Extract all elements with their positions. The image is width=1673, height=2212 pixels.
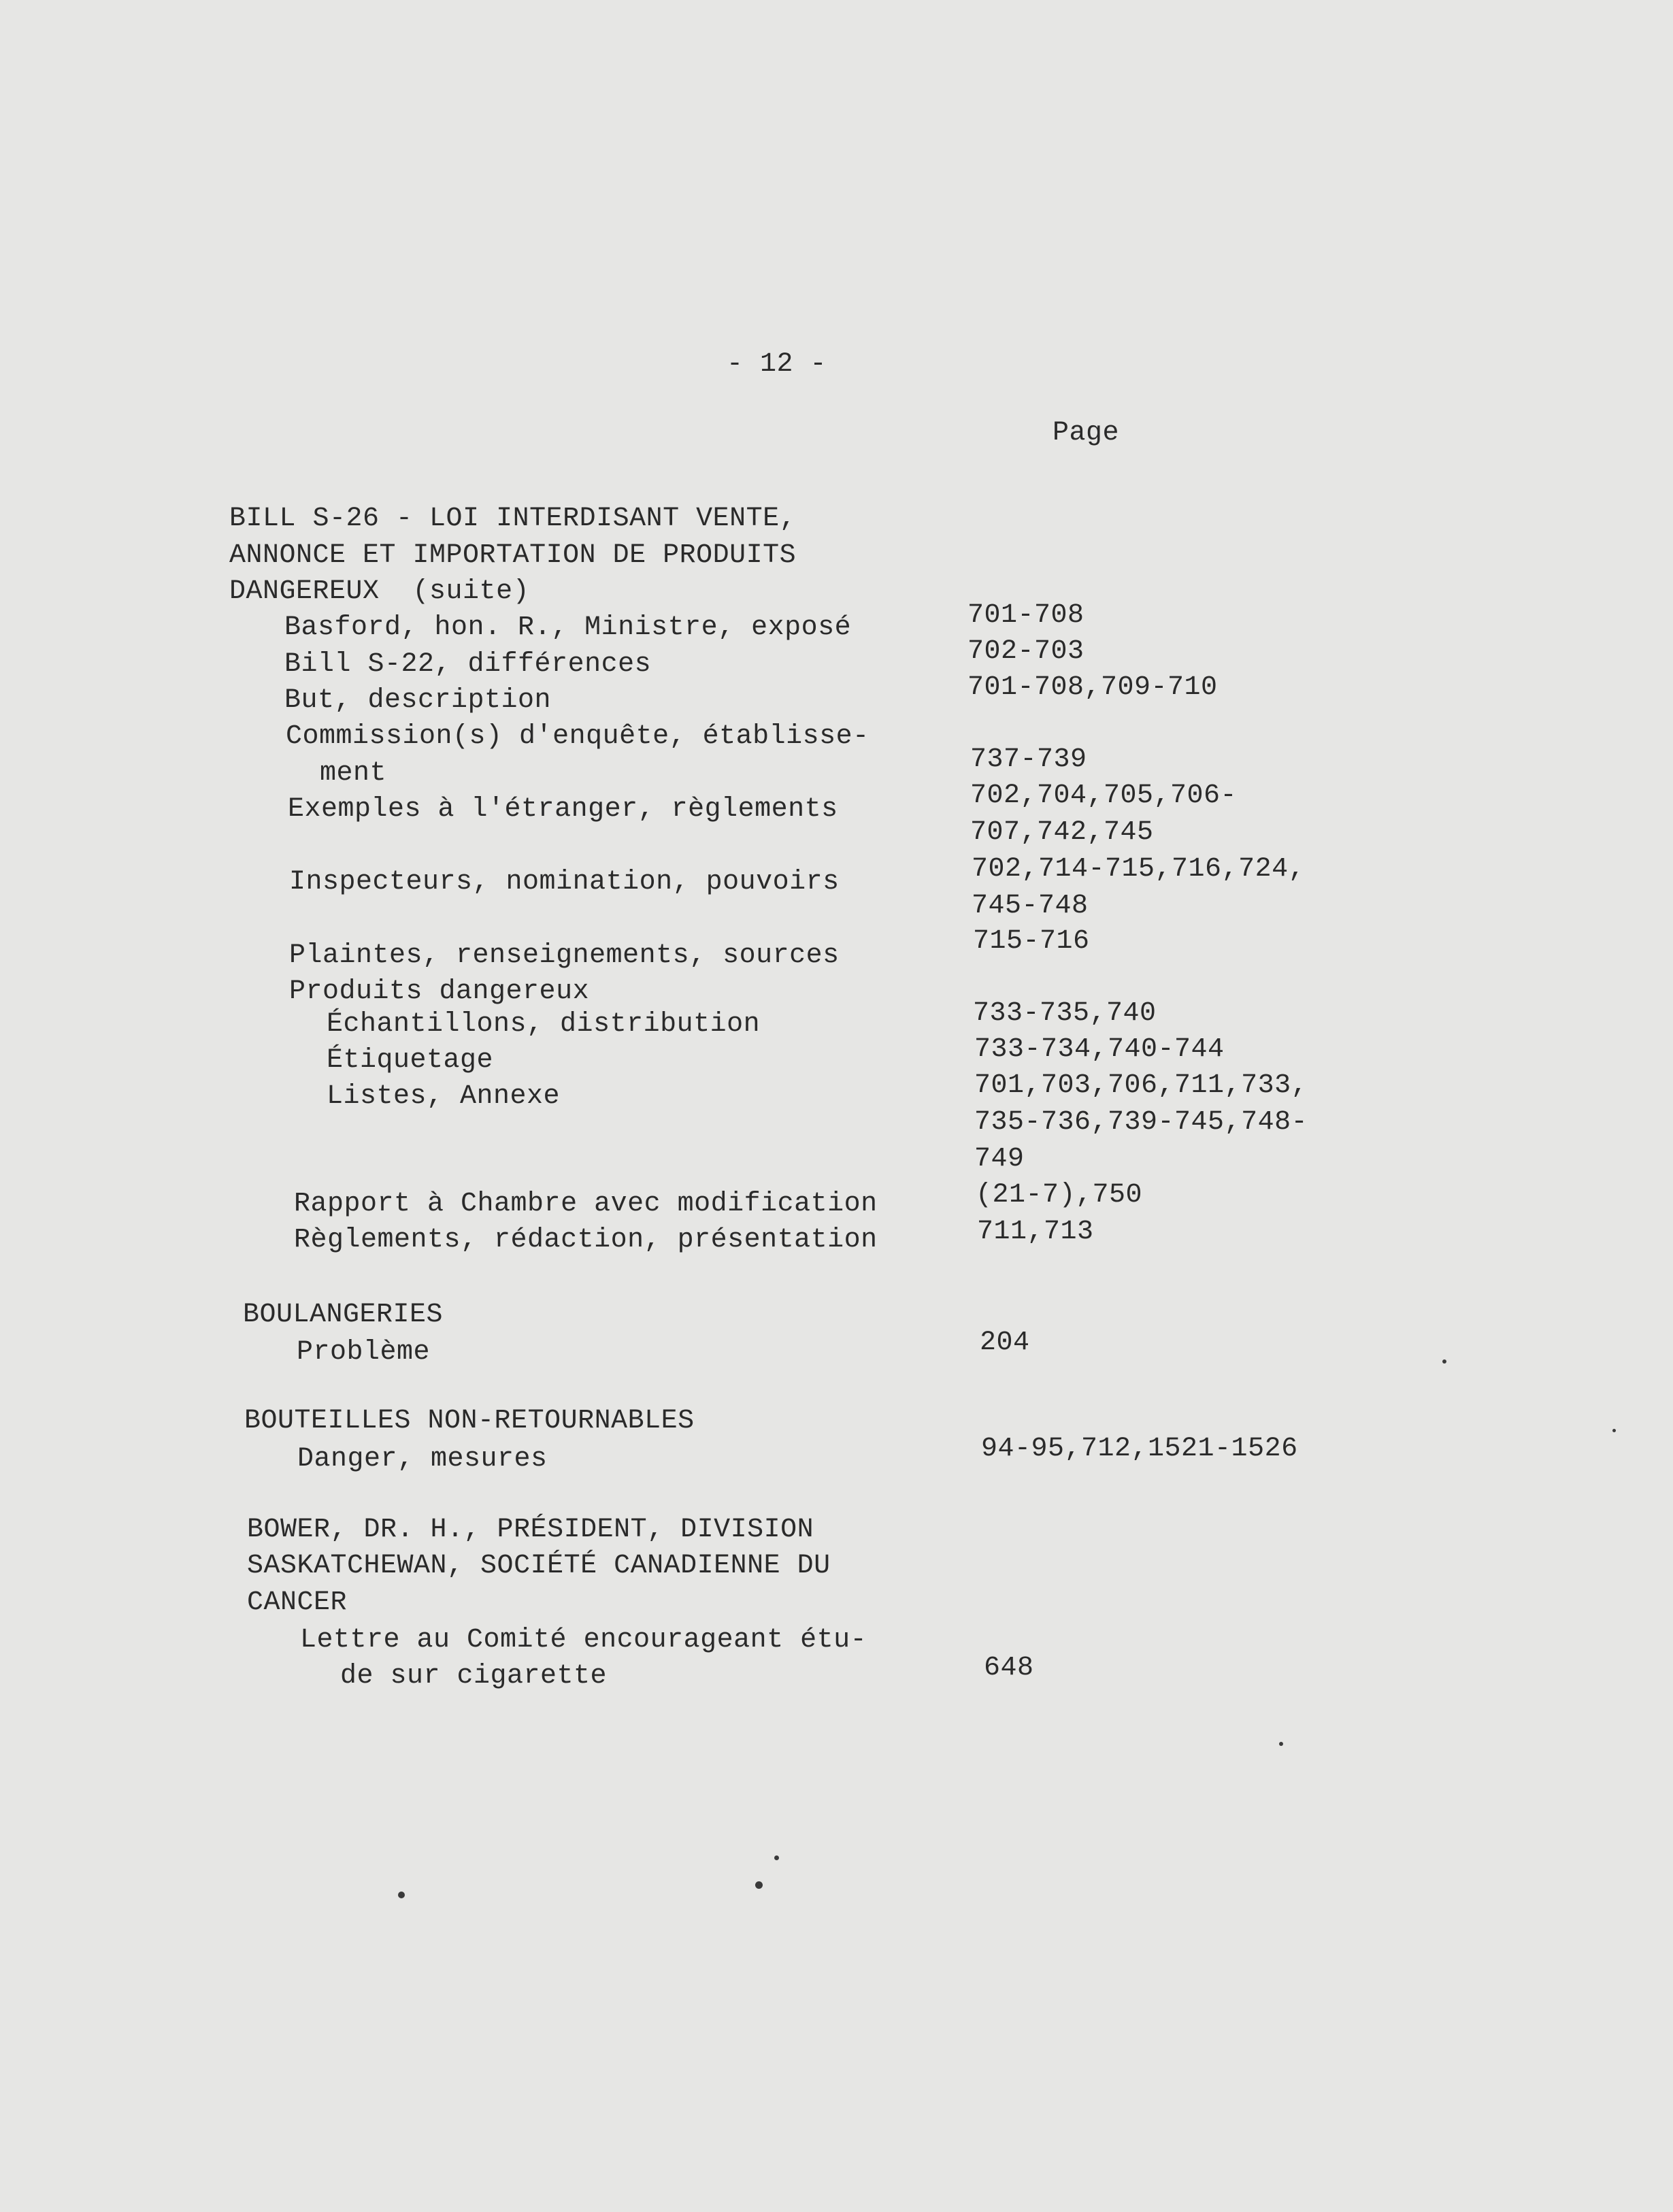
subentry-pages: 94-95,712,1521-1526 xyxy=(981,1434,1298,1464)
subentry-pages: 701,703,706,711,733, xyxy=(974,1070,1308,1101)
subentry-pages: 749 xyxy=(974,1144,1025,1174)
entry-heading: BOWER, DR. H., PRÉSIDENT, DIVISION xyxy=(247,1515,814,1545)
subentry-pages: 733-734,740-744 xyxy=(974,1034,1225,1065)
subentry-pages: 204 xyxy=(980,1327,1030,1358)
page-number: - 12 - xyxy=(727,349,827,380)
scan-speck xyxy=(1279,1742,1283,1746)
subentry-label: Listes, Annexe xyxy=(327,1081,561,1112)
subentry-pages: 702,704,705,706- xyxy=(970,780,1238,811)
subentry-label: Plaintes, renseignements, sources xyxy=(289,940,840,971)
page-column-header: Page xyxy=(1053,418,1120,448)
subentry-label: Bill S-22, différences xyxy=(284,649,652,680)
subentry-label: Commission(s) d'enquête, établisse- xyxy=(286,721,869,752)
scan-speck xyxy=(1612,1429,1616,1432)
subentry-label: Exemples à l'étranger, règlements xyxy=(288,794,838,825)
subentry-label: But, description xyxy=(284,685,552,716)
entry-heading: DANGEREUX (suite) xyxy=(229,576,530,607)
subentry-pages: 711,713 xyxy=(977,1217,1094,1247)
subentry-pages: 735-736,739-745,748- xyxy=(974,1107,1308,1138)
entry-heading: SASKATCHEWAN, SOCIÉTÉ CANADIENNE DU xyxy=(247,1551,831,1581)
scan-speck xyxy=(774,1855,779,1860)
subentry-pages: 702-703 xyxy=(967,636,1084,667)
subentry-label: Étiquetage xyxy=(327,1045,494,1076)
subentry-label: Rapport à Chambre avec modification xyxy=(294,1189,878,1219)
scan-speck xyxy=(398,1892,405,1898)
subentry-pages: 701-708 xyxy=(967,600,1084,631)
scan-speck xyxy=(1442,1359,1446,1364)
entry-heading: CANCER xyxy=(247,1587,348,1618)
subentry-pages: (21-7),750 xyxy=(976,1180,1143,1210)
subentry-pages: 702,714-715,716,724, xyxy=(972,854,1306,885)
subentry-pages: 648 xyxy=(984,1653,1034,1683)
subentry-pages: 701-708,709-710 xyxy=(967,672,1218,703)
subentry-pages: 715-716 xyxy=(973,926,1090,957)
subentry-pages: 733-735,740 xyxy=(973,998,1157,1029)
entry-heading: BOUTEILLES NON-RETOURNABLES xyxy=(244,1406,695,1436)
subentry-label: Échantillons, distribution xyxy=(327,1009,761,1040)
entry-heading: ANNONCE ET IMPORTATION DE PRODUITS xyxy=(229,540,797,571)
subentry-label: Lettre au Comité encourageant étu- xyxy=(300,1625,867,1655)
subentry-label: Inspecteurs, nomination, pouvoirs xyxy=(289,867,840,897)
entry-heading: BILL S-26 - LOI INTERDISANT VENTE, xyxy=(229,504,797,534)
subentry-label: ment xyxy=(320,758,387,789)
subentry-label: Produits dangereux xyxy=(289,976,590,1007)
entry-heading: BOULANGERIES xyxy=(243,1300,444,1330)
subentry-label: Danger, mesures xyxy=(297,1444,548,1474)
subentry-pages: 707,742,745 xyxy=(970,817,1154,848)
subentry-label: Problème xyxy=(297,1337,431,1368)
subentry-label: Basford, hon. R., Ministre, exposé xyxy=(284,612,852,643)
subentry-pages: 745-748 xyxy=(972,891,1089,921)
subentry-label: de sur cigarette xyxy=(340,1661,608,1691)
subentry-pages: 737-739 xyxy=(970,744,1087,775)
scan-speck xyxy=(755,1881,763,1889)
subentry-label: Règlements, rédaction, présentation xyxy=(294,1225,878,1255)
